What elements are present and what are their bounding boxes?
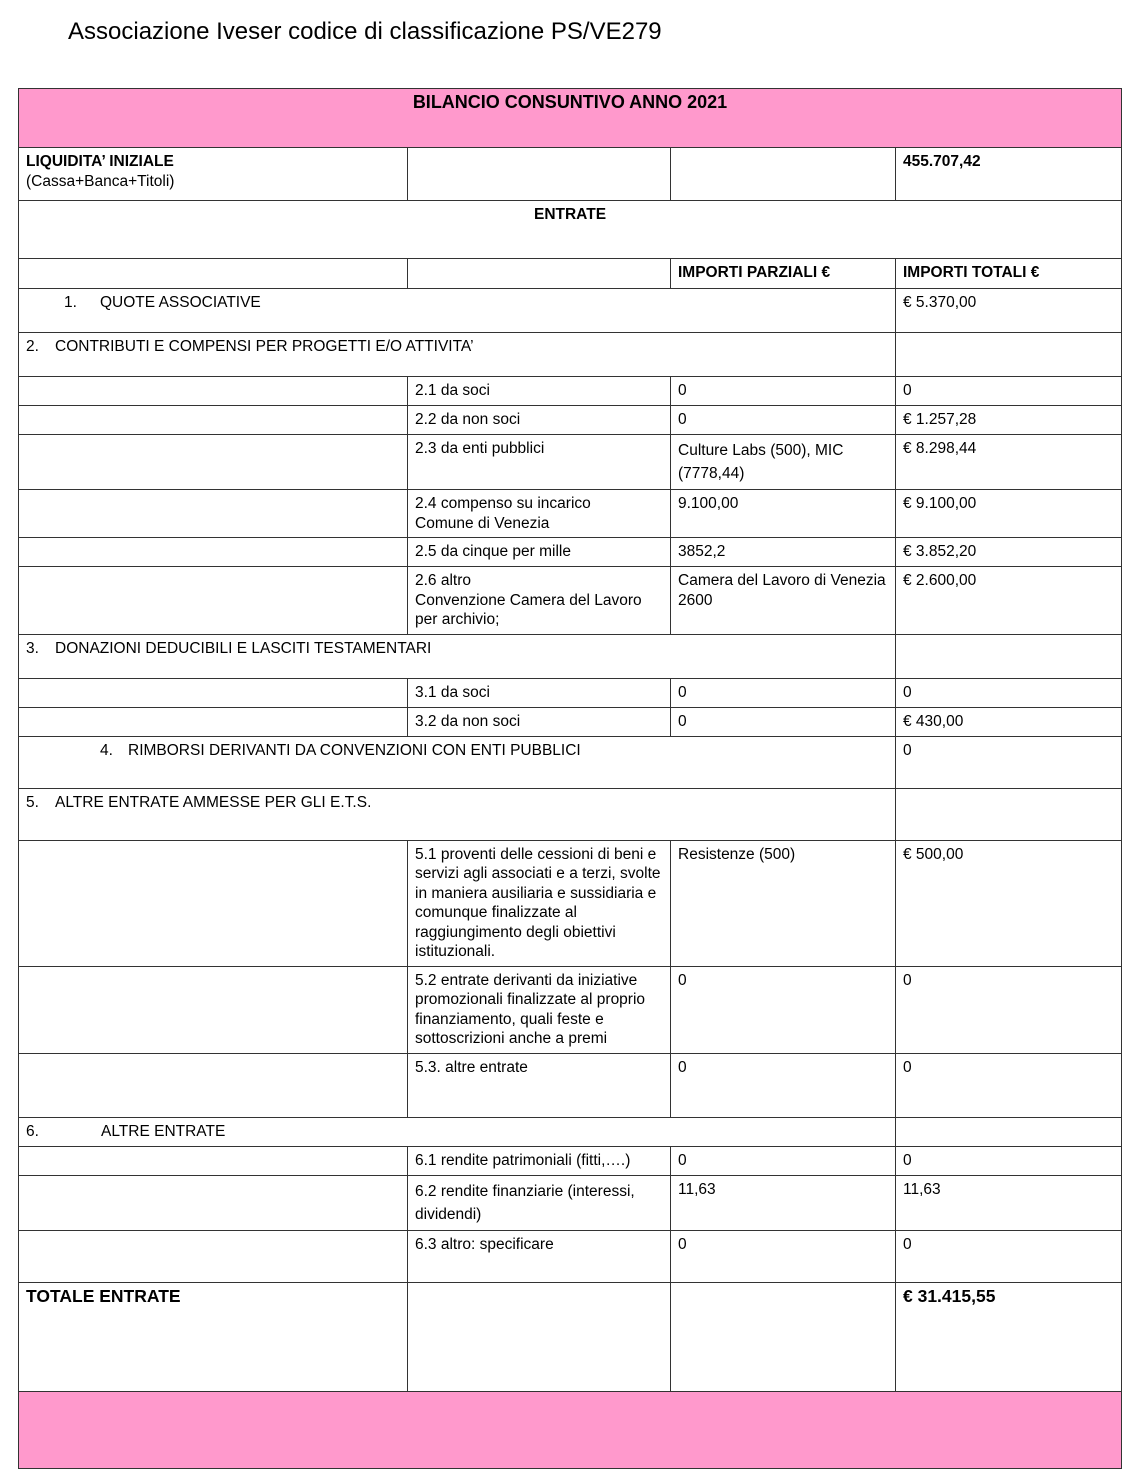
section-row <box>19 634 1122 678</box>
section-row <box>19 788 1122 840</box>
section-label: ALTRE ENTRATE AMMESSE PER GLI E.T.S. <box>55 793 372 811</box>
section-row <box>19 1117 1122 1146</box>
liquidita-value: 455.707,42 <box>896 148 1122 201</box>
section-row <box>19 289 1122 333</box>
section-4-total: 0 <box>896 736 1122 788</box>
row-label: 5.2 entrate derivanti da iniziative promozionali finalizzate al proprio finanziamento, quali feste e sottoscrizioni anche a premi <box>408 966 671 1053</box>
section-6-label-cell <box>19 1117 896 1146</box>
row-total: € 1.257,28 <box>896 406 1122 435</box>
row-label: 2.1 da soci <box>408 377 671 406</box>
row-partial: 0 <box>671 1146 896 1175</box>
entrate-heading: ENTRATE <box>19 201 1122 259</box>
liquidita-sublabel: (Cassa+Banca+Titoli) <box>26 172 175 190</box>
row-label: 2.5 da cinque per mille <box>408 538 671 567</box>
row-total: € 3.852,20 <box>896 538 1122 567</box>
table-row <box>19 406 1122 435</box>
row-total: 0 <box>896 966 1122 1053</box>
col-header-totali: IMPORTI TOTALI € <box>896 259 1122 289</box>
table-row <box>19 1146 1122 1175</box>
row-label: 2.4 compenso su incarico <box>415 495 591 512</box>
section-5-label-cell <box>19 788 896 840</box>
row-label: 2.3 da enti pubblici <box>408 435 671 490</box>
table-row <box>19 966 1122 1053</box>
table-row <box>19 490 1122 538</box>
row-total: 0 <box>896 1053 1122 1117</box>
row-partial: 0 <box>671 377 896 406</box>
row-total: 0 <box>896 678 1122 707</box>
row-total: 0 <box>896 1230 1122 1282</box>
row-total: € 2.600,00 <box>896 567 1122 635</box>
row-label: 6.1 rendite patrimoniali (fitti,….) <box>408 1146 671 1175</box>
table-row <box>19 567 1122 635</box>
section-label: DONAZIONI DEDUCIBILI E LASCITI TESTAMENTARI <box>55 639 432 657</box>
col-header-parziali: IMPORTI PARZIALI € <box>671 259 896 289</box>
section-3-label-cell <box>19 634 896 678</box>
row-label: 5.1 proventi delle cessioni di beni e servizi agli associati e a terzi, svolte in maniera ausiliaria e sussidiaria e comunque finalizzate al raggiungimento degli obiettivi istituzionali. <box>408 840 671 966</box>
section-label: RIMBORSI DERIVANTI DA CONVENZIONI CON ENTI PUBBLICI <box>128 741 581 759</box>
footer-band <box>19 1391 1122 1468</box>
row-label: 3.1 da soci <box>408 678 671 707</box>
table-row <box>19 1230 1122 1282</box>
section-1-total: € 5.370,00 <box>896 289 1122 333</box>
section-row <box>19 736 1122 788</box>
table-row <box>19 840 1122 966</box>
section-number: 2. <box>26 338 39 355</box>
totale-value: € 31.415,55 <box>896 1282 1122 1391</box>
row-label-detail: Convenzione Camera del Lavoro per archivio; <box>415 591 642 628</box>
totale-row <box>19 1282 1122 1391</box>
row-label-cell <box>408 567 671 635</box>
row-partial: Culture Labs (500), MIC (7778,44) <box>671 435 896 490</box>
row-total: € 430,00 <box>896 707 1122 736</box>
row-partial: 11,63 <box>671 1175 896 1230</box>
liquidita-label-cell <box>19 148 408 201</box>
section-label: QUOTE ASSOCIATIVE <box>100 294 261 311</box>
row-total: € 8.298,44 <box>896 435 1122 490</box>
table-row <box>19 1053 1122 1117</box>
section-number: 1. <box>64 294 77 311</box>
row-partial: 0 <box>671 707 896 736</box>
section-number: 3. <box>26 639 39 657</box>
row-partial: 0 <box>671 1053 896 1117</box>
table-title: BILANCIO CONSUNTIVO ANNO 2021 <box>19 89 1122 148</box>
totale-label: TOTALE ENTRATE <box>19 1282 408 1391</box>
liquidita-row <box>19 148 1122 201</box>
row-label: 3.2 da non soci <box>408 707 671 736</box>
document-title: Associazione Iveser codice di classificazione PS/VE279 <box>68 18 662 45</box>
section-number: 4. <box>100 741 113 759</box>
row-partial: 3852,2 <box>671 538 896 567</box>
section-label: ALTRE ENTRATE <box>101 1122 226 1140</box>
column-header-row <box>19 259 1122 289</box>
row-partial: 0 <box>671 1230 896 1282</box>
row-label: 6.2 rendite finanziarie (interessi, dividendi) <box>408 1175 671 1230</box>
row-total: € 500,00 <box>896 840 1122 966</box>
section-row <box>19 333 1122 377</box>
section-4-label-cell <box>19 736 896 788</box>
row-label: 6.3 altro: specificare <box>408 1230 671 1282</box>
section-number: 5. <box>26 793 39 811</box>
row-partial: 0 <box>671 966 896 1053</box>
table-row <box>19 678 1122 707</box>
row-label-cell <box>408 490 671 538</box>
row-partial: 0 <box>671 678 896 707</box>
table-row <box>19 377 1122 406</box>
row-partial: 0 <box>671 406 896 435</box>
table-row <box>19 435 1122 490</box>
table-row <box>19 538 1122 567</box>
row-total: 11,63 <box>896 1175 1122 1230</box>
section-2-label-cell <box>19 333 896 377</box>
row-label: 2.2 da non soci <box>408 406 671 435</box>
row-partial: Resistenze (500) <box>671 840 896 966</box>
table-row <box>19 707 1122 736</box>
liquidita-label: LIQUIDITA’ INIZIALE <box>26 153 174 170</box>
row-label: 2.6 altro <box>415 572 472 589</box>
row-partial: Camera del Lavoro di Venezia 2600 <box>671 567 896 635</box>
section-number: 6. <box>26 1122 39 1140</box>
row-partial: 9.100,00 <box>671 490 896 538</box>
row-label: 5.3. altre entrate <box>408 1053 671 1117</box>
row-total: 0 <box>896 377 1122 406</box>
section-1-label-cell <box>19 289 896 333</box>
budget-table <box>18 88 1122 1469</box>
row-total: 0 <box>896 1146 1122 1175</box>
row-label-detail: Comune di Venezia <box>415 514 550 532</box>
table-row <box>19 1175 1122 1230</box>
section-label: CONTRIBUTI E COMPENSI PER PROGETTI E/O ATTIVITA’ <box>55 338 474 355</box>
row-total: € 9.100,00 <box>896 490 1122 538</box>
